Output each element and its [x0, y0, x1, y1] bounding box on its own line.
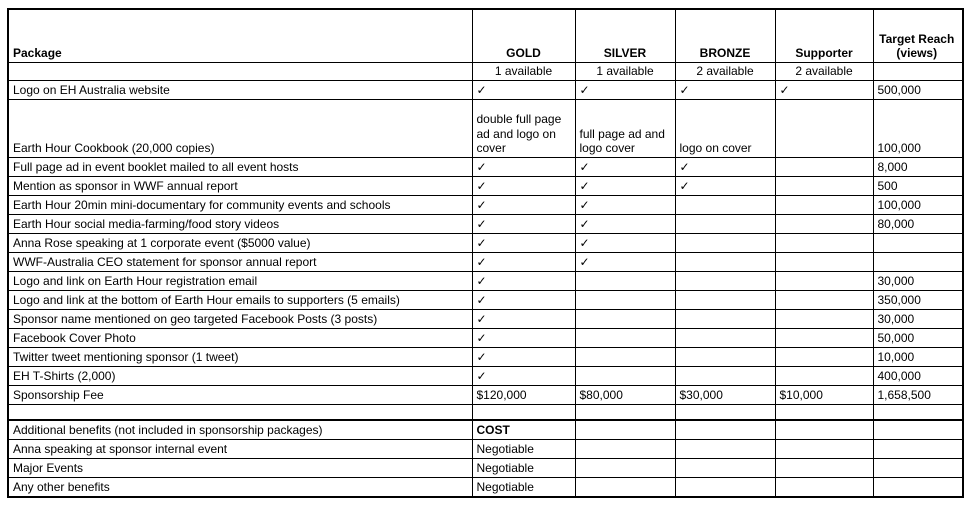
header-bronze: BRONZE	[675, 9, 775, 63]
tier-cell-bronze	[675, 478, 775, 498]
tier-cell-bronze	[675, 367, 775, 386]
availability-package-cell	[8, 63, 472, 81]
tier-cell-gold-check: ✓	[472, 348, 575, 367]
tier-cell-supporter	[775, 234, 873, 253]
tier-cell-bronze	[675, 440, 775, 459]
tier-cell-bronze: $30,000	[675, 386, 775, 405]
table-row	[8, 177, 963, 196]
tier-cell-silver	[575, 348, 675, 367]
package-cell: Sponsor name mentioned on geo targeted Facebook Posts (3 posts)	[8, 310, 472, 329]
target-cell: 100,000	[873, 100, 963, 158]
package-cell: Logo on EH Australia website	[8, 81, 472, 100]
tier-cell-silver	[575, 405, 675, 421]
tier-cell-bronze	[675, 310, 775, 329]
target-cell	[873, 478, 963, 498]
table-row	[8, 478, 963, 498]
header-supporter: Supporter	[775, 9, 873, 63]
target-cell	[873, 234, 963, 253]
tier-cell-bronze	[675, 291, 775, 310]
target-cell: 8,000	[873, 158, 963, 177]
tier-cell-supporter	[775, 459, 873, 478]
tier-cell-supporter	[775, 215, 873, 234]
package-cell: Earth Hour 20min mini-documentary for community events and schools	[8, 196, 472, 215]
table-row	[8, 367, 963, 386]
tier-cell-gold-check: ✓	[472, 81, 575, 100]
target-cell: 50,000	[873, 329, 963, 348]
tier-cell-supporter	[775, 100, 873, 158]
table-row	[8, 440, 963, 459]
package-cell: Additional benefits (not included in sponsorship packages)	[8, 420, 472, 440]
tier-cell-gold-check: ✓	[472, 253, 575, 272]
tier-cell-gold-check: ✓	[472, 272, 575, 291]
tier-cell-supporter	[775, 158, 873, 177]
tier-cell-gold: Negotiable	[472, 478, 575, 498]
table-row	[8, 100, 963, 158]
target-cell	[873, 459, 963, 478]
package-cell: Earth Hour social media-farming/food story videos	[8, 215, 472, 234]
package-cell: Full page ad in event booklet mailed to all event hosts	[8, 158, 472, 177]
table-row	[8, 348, 963, 367]
table-row	[8, 329, 963, 348]
tier-cell-silver-check: ✓	[575, 215, 675, 234]
tier-cell-bronze	[675, 234, 775, 253]
package-cell: EH T-Shirts (2,000)	[8, 367, 472, 386]
tier-cell-gold-check: ✓	[472, 196, 575, 215]
header-row	[8, 9, 963, 63]
tier-cell-bronze	[675, 459, 775, 478]
table-row	[8, 405, 963, 421]
package-cell: Facebook Cover Photo	[8, 329, 472, 348]
package-cell: Earth Hour Cookbook (20,000 copies)	[8, 100, 472, 158]
tier-cell-silver: full page ad and logo cover	[575, 100, 675, 158]
tier-cell-gold-check: ✓	[472, 177, 575, 196]
tier-cell-gold-check: ✓	[472, 291, 575, 310]
tier-cell-gold-check: ✓	[472, 310, 575, 329]
tier-cell-silver-check: ✓	[575, 253, 675, 272]
tier-cell-gold-check: ✓	[472, 329, 575, 348]
target-cell: 30,000	[873, 310, 963, 329]
tier-cell-silver-check: ✓	[575, 177, 675, 196]
table-row	[8, 196, 963, 215]
availability-target	[873, 63, 963, 81]
tier-cell-silver-check: ✓	[575, 196, 675, 215]
table-row	[8, 420, 963, 440]
package-cell: Mention as sponsor in WWF annual report	[8, 177, 472, 196]
tier-cell-silver	[575, 420, 675, 440]
tier-cell-supporter	[775, 177, 873, 196]
tier-cell-gold	[472, 405, 575, 421]
table-row	[8, 386, 963, 405]
tier-cell-gold: COST	[472, 420, 575, 440]
package-cell	[8, 405, 472, 421]
tier-cell-bronze	[675, 253, 775, 272]
tier-cell-supporter	[775, 196, 873, 215]
table-row	[8, 158, 963, 177]
package-cell: Logo and link on Earth Hour registration email	[8, 272, 472, 291]
availability-silver: 1 available	[575, 63, 675, 81]
tier-cell-gold-check: ✓	[472, 367, 575, 386]
package-cell: Logo and link at the bottom of Earth Hour emails to supporters (5 emails)	[8, 291, 472, 310]
target-cell	[873, 440, 963, 459]
tier-cell-silver	[575, 329, 675, 348]
availability-bronze: 2 available	[675, 63, 775, 81]
tier-cell-bronze	[675, 348, 775, 367]
table-row	[8, 234, 963, 253]
tier-cell-bronze	[675, 196, 775, 215]
target-cell	[873, 420, 963, 440]
table-row	[8, 310, 963, 329]
package-cell: Anna Rose speaking at 1 corporate event ($5000 value)	[8, 234, 472, 253]
tier-cell-bronze	[675, 420, 775, 440]
table-row	[8, 81, 963, 100]
header-gold: GOLD	[472, 9, 575, 63]
tier-cell-silver-check: ✓	[575, 81, 675, 100]
table-row	[8, 253, 963, 272]
tier-cell-gold-check: ✓	[472, 234, 575, 253]
availability-gold: 1 available	[472, 63, 575, 81]
header-target-reach: Target Reach (views)	[873, 9, 963, 63]
tier-cell-supporter	[775, 272, 873, 291]
target-cell: 1,658,500	[873, 386, 963, 405]
tier-cell-gold-check: ✓	[472, 215, 575, 234]
table-row	[8, 291, 963, 310]
tier-cell-supporter	[775, 291, 873, 310]
tier-cell-bronze	[675, 215, 775, 234]
target-cell	[873, 253, 963, 272]
tier-cell-supporter	[775, 348, 873, 367]
package-cell: Twitter tweet mentioning sponsor (1 tweet)	[8, 348, 472, 367]
tier-cell-bronze: logo on cover	[675, 100, 775, 158]
target-cell: 100,000	[873, 196, 963, 215]
tier-cell-supporter	[775, 253, 873, 272]
tier-cell-supporter	[775, 405, 873, 421]
tier-cell-silver	[575, 272, 675, 291]
header-package: Package	[8, 9, 472, 63]
tier-cell-silver	[575, 367, 675, 386]
package-cell: Major Events	[8, 459, 472, 478]
tier-cell-supporter	[775, 440, 873, 459]
tier-cell-bronze	[675, 329, 775, 348]
tier-cell-supporter	[775, 478, 873, 498]
sponsorship-table	[7, 8, 964, 498]
tier-cell-supporter	[775, 367, 873, 386]
tier-cell-silver-check: ✓	[575, 234, 675, 253]
package-cell: Any other benefits	[8, 478, 472, 498]
tier-cell-supporter	[775, 329, 873, 348]
target-cell: 500	[873, 177, 963, 196]
tier-cell-gold: Negotiable	[472, 459, 575, 478]
tier-cell-silver	[575, 459, 675, 478]
tier-cell-supporter	[775, 310, 873, 329]
package-cell: Sponsorship Fee	[8, 386, 472, 405]
package-cell: WWF-Australia CEO statement for sponsor annual report	[8, 253, 472, 272]
target-cell: 80,000	[873, 215, 963, 234]
tier-cell-bronze	[675, 272, 775, 291]
target-cell: 500,000	[873, 81, 963, 100]
tier-cell-silver	[575, 291, 675, 310]
tier-cell-gold: double full page ad and logo on cover	[472, 100, 575, 158]
availability-supporter: 2 available	[775, 63, 873, 81]
target-cell: 400,000	[873, 367, 963, 386]
table-body	[8, 81, 963, 498]
header-silver: SILVER	[575, 9, 675, 63]
table-row	[8, 272, 963, 291]
tier-cell-bronze-check: ✓	[675, 158, 775, 177]
tier-cell-bronze-check: ✓	[675, 177, 775, 196]
tier-cell-gold: $120,000	[472, 386, 575, 405]
tier-cell-gold: Negotiable	[472, 440, 575, 459]
tier-cell-silver	[575, 478, 675, 498]
tier-cell-silver	[575, 440, 675, 459]
tier-cell-supporter-check: ✓	[775, 81, 873, 100]
table-row	[8, 215, 963, 234]
tier-cell-silver-check: ✓	[575, 158, 675, 177]
target-cell: 30,000	[873, 272, 963, 291]
tier-cell-gold-check: ✓	[472, 158, 575, 177]
tier-cell-bronze-check: ✓	[675, 81, 775, 100]
target-cell	[873, 405, 963, 421]
tier-cell-bronze	[675, 405, 775, 421]
availability-row	[8, 63, 963, 81]
tier-cell-silver: $80,000	[575, 386, 675, 405]
table-row	[8, 459, 963, 478]
target-cell: 350,000	[873, 291, 963, 310]
target-cell: 10,000	[873, 348, 963, 367]
tier-cell-silver	[575, 310, 675, 329]
tier-cell-supporter: $10,000	[775, 386, 873, 405]
tier-cell-supporter	[775, 420, 873, 440]
package-cell: Anna speaking at sponsor internal event	[8, 440, 472, 459]
